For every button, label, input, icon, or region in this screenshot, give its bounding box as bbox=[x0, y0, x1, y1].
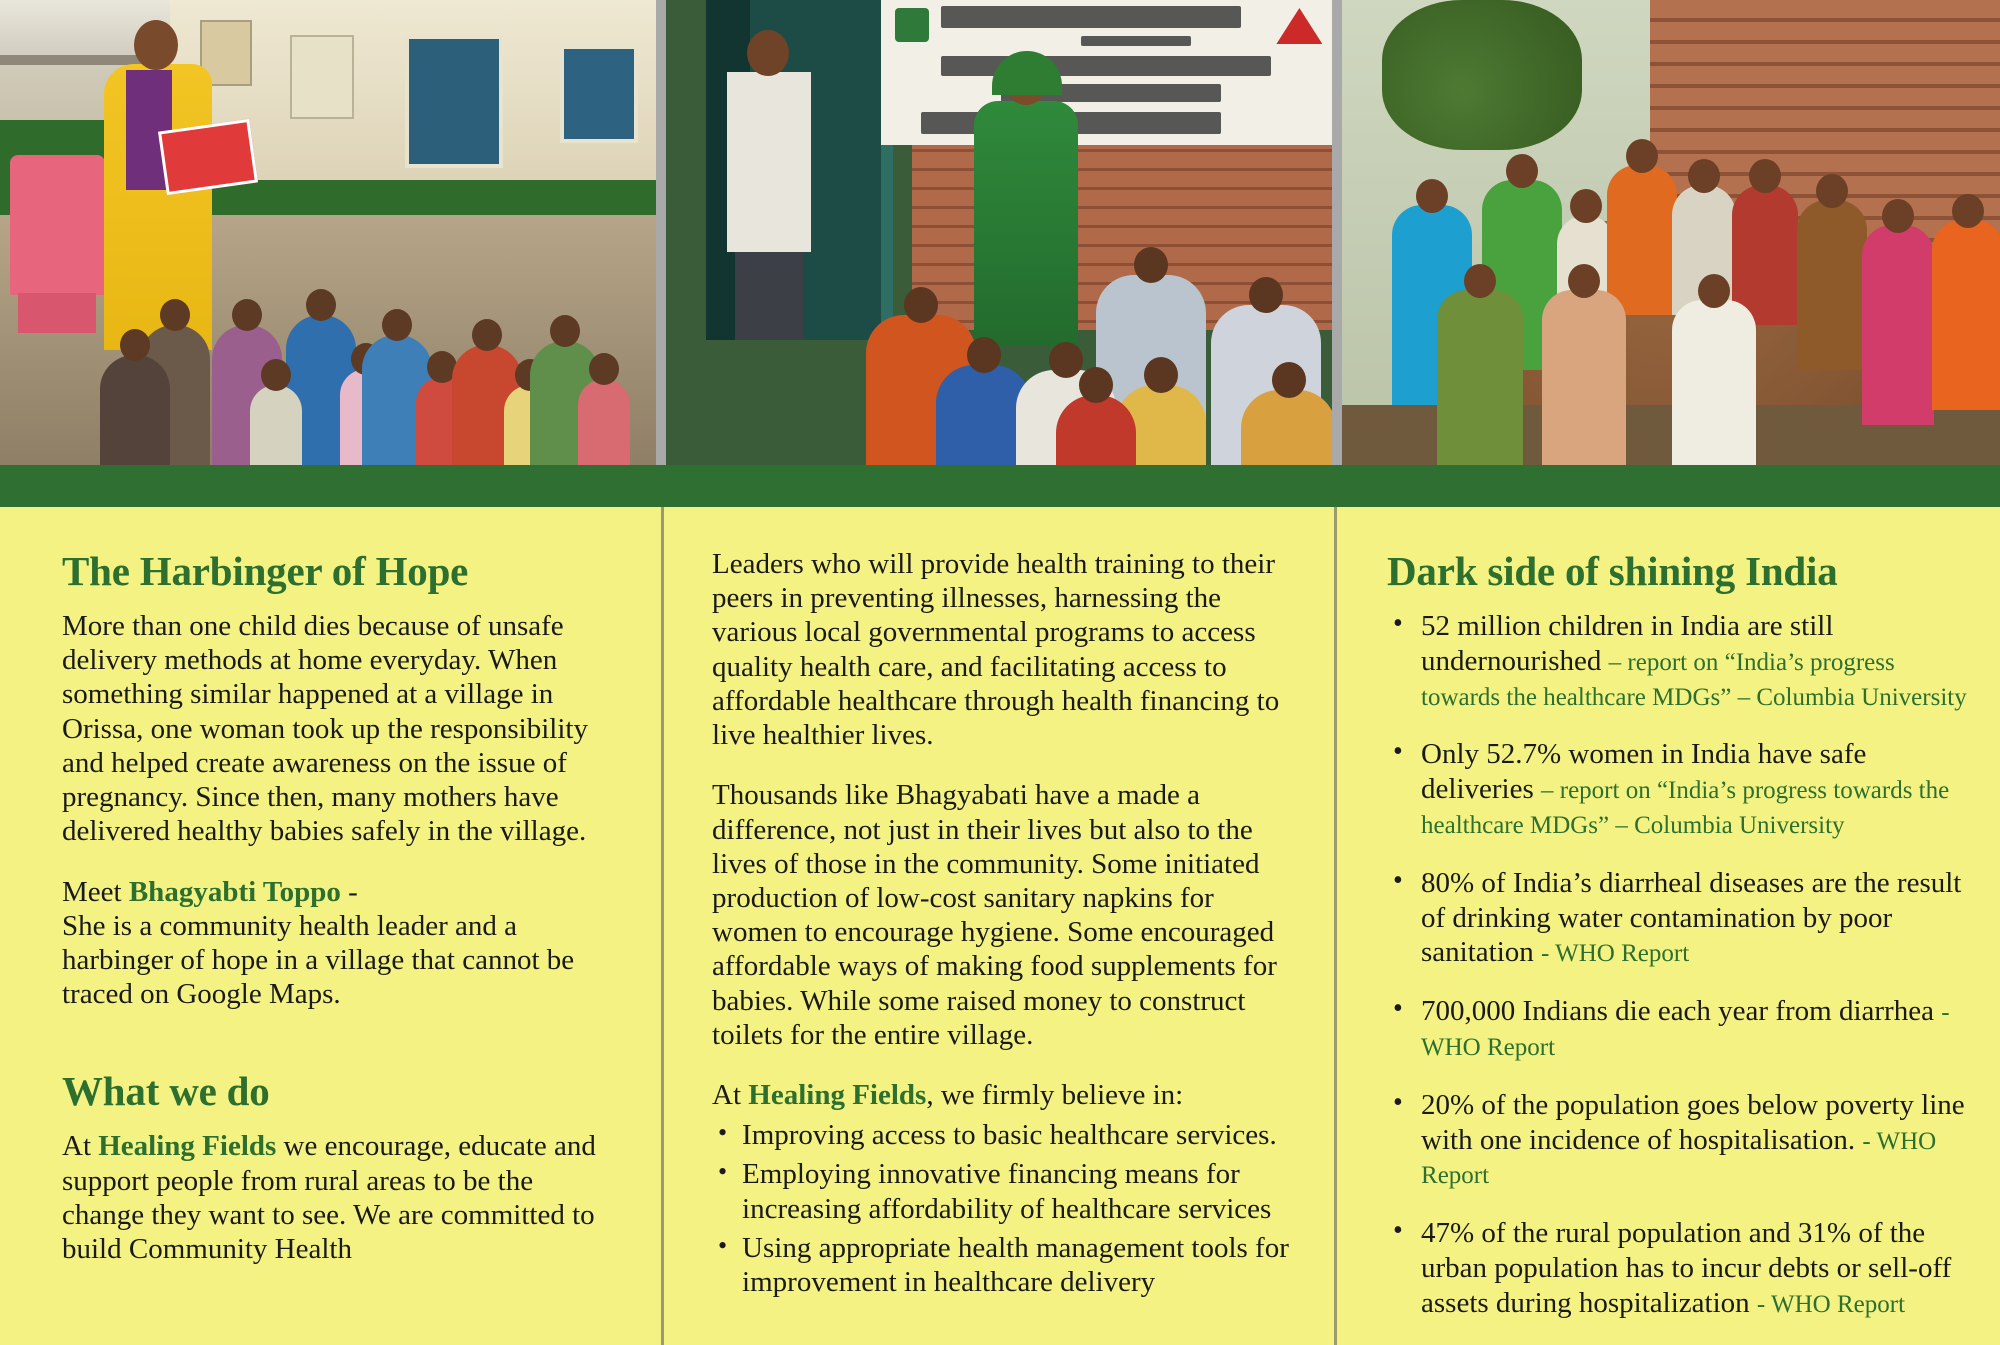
believe-suffix: , we firmly believe in: bbox=[926, 1079, 1184, 1112]
list-item: • Employing innovative financing means for increasing affordability of healthcare services bbox=[712, 1157, 1294, 1227]
photo3-tree bbox=[1382, 0, 1582, 150]
photo2-man-trousers bbox=[735, 248, 803, 340]
photo2-banner-line-2 bbox=[1081, 36, 1191, 46]
photo-training-banner bbox=[666, 0, 1331, 465]
text-columns bbox=[0, 507, 2000, 1345]
section-title-what-we-do: What we do bbox=[62, 1068, 270, 1115]
photo3-girl-pink bbox=[1862, 225, 1934, 425]
photo-gutter-2 bbox=[1332, 0, 1342, 465]
fact-source: - WHO Report bbox=[1541, 940, 1690, 968]
photo2-banner-line-1 bbox=[941, 6, 1241, 28]
believe-prefix: At bbox=[712, 1079, 749, 1112]
brand-name: Healing Fields bbox=[98, 1130, 277, 1163]
fact-text: 80% of India’s diarrheal diseases are the result of drinking water contamination by poor sanitation bbox=[1421, 866, 1962, 969]
photo2-seated-child-gold bbox=[1241, 390, 1331, 465]
photo2-banner-logo-left bbox=[895, 8, 929, 42]
fact-source: - WHO Report bbox=[1421, 999, 1950, 1061]
fact-text: 47% of the rural population and 31% of the urban population has to incur debts or sell-off assets during hospitalization bbox=[1421, 1217, 1952, 1319]
photo-band bbox=[0, 0, 2000, 465]
facts-list bbox=[1387, 609, 1970, 1321]
photo3-child-brown bbox=[1797, 200, 1867, 370]
photo-health-worker-meeting bbox=[0, 0, 656, 465]
photo-children-on-mound bbox=[1342, 0, 2000, 465]
fact-source: - WHO Report bbox=[1421, 1127, 1937, 1190]
paragraph-leaders: Leaders who will provide health training to their peers in preventing illnesses, harnessing the various local governmental programs to access quality health care, and facilitating access to affordable healthcare through health financing to live healthier lives. bbox=[712, 548, 1280, 752]
photo2-seated-child-red bbox=[1056, 395, 1136, 465]
column-three bbox=[1337, 537, 2000, 1345]
photo3-boy-vest bbox=[1542, 290, 1626, 465]
photo3-boy-plaid bbox=[1437, 290, 1523, 465]
paragraph-believe-intro bbox=[712, 1078, 1294, 1112]
photo1-wall-poster bbox=[290, 35, 354, 119]
list-item bbox=[1387, 866, 1970, 970]
photo2-green-woman-veil bbox=[992, 51, 1062, 95]
column-two bbox=[664, 537, 1334, 1345]
meet-description: She is a community health leader and a harbinger of hope in a village that cannot be traced on Google Maps. bbox=[62, 909, 575, 1011]
fact-source: – report on “India’s progress towards the healthcare MDGs” – Columbia University bbox=[1421, 648, 1967, 711]
page-title-harbinger: The Harbinger of Hope bbox=[62, 548, 469, 594]
photo3-boy-white-shirt bbox=[1672, 300, 1756, 465]
photo-gutter-1 bbox=[656, 0, 666, 465]
photo2-banner-logo-right bbox=[1276, 8, 1322, 44]
list-item: • Using appropriate health management tools for improvement in healthcare delivery bbox=[712, 1231, 1294, 1301]
fact-text: 700,000 Indians die each year from diarrhea bbox=[1421, 995, 1942, 1028]
photo2-man-head bbox=[747, 30, 789, 76]
believe-list bbox=[712, 1118, 1294, 1300]
photo1-seated-audience bbox=[100, 250, 656, 465]
what-we-do-prefix: At bbox=[62, 1130, 99, 1163]
fact-text: 52 million children in India are still undernourished bbox=[1421, 610, 1834, 677]
photo2-green-sari bbox=[974, 101, 1078, 345]
person-name: Bhagyabti Toppo bbox=[128, 875, 341, 908]
photo2-standing-man bbox=[721, 30, 816, 340]
list-item bbox=[1387, 609, 1970, 713]
photo2-man-shirt bbox=[727, 72, 811, 252]
list-item bbox=[1387, 1088, 1970, 1192]
photo3-boy-orange bbox=[1607, 165, 1677, 315]
fact-source: – report on “India’s progress towards the healthcare MDGs” – Columbia University bbox=[1421, 777, 1950, 839]
photo1-flipchart bbox=[158, 119, 258, 195]
paragraph-meet bbox=[62, 875, 621, 1012]
brand-name-2: Healing Fields bbox=[748, 1079, 927, 1112]
photo2-green-sari-woman bbox=[966, 55, 1086, 345]
meet-prefix: Meet bbox=[62, 875, 129, 908]
paragraph-intro: More than one child dies because of unsafe delivery methods at home everyday. When something similar happened at a village in Orissa, one woman took up the responsibility and helped create awareness on the issue of pregnancy. Since then, many mothers have delivered healthy babies safely in the village. bbox=[62, 610, 588, 848]
photo2-banner bbox=[881, 0, 1331, 145]
fact-text: Only 52.7% women in India have safe deliveries bbox=[1421, 738, 1867, 806]
list-item: • Improving access to basic healthcare services. bbox=[712, 1118, 1294, 1153]
section-title-dark-side: Dark side of shining India bbox=[1387, 548, 1838, 594]
photo3-girl-orange bbox=[1932, 220, 2000, 410]
fact-source: - WHO Report bbox=[1756, 1290, 1906, 1318]
meet-suffix: - bbox=[340, 875, 358, 908]
list-item bbox=[1387, 1216, 1970, 1320]
photo1-window bbox=[560, 45, 638, 143]
list-item bbox=[1387, 737, 1970, 841]
paragraph-what-we-do bbox=[62, 1129, 621, 1266]
what-we-do-body: we encourage, educate and support people from rural areas to be the change they want to see. We are committed to build Community Health bbox=[62, 1130, 596, 1266]
column-one bbox=[0, 537, 661, 1345]
green-divider-bar bbox=[0, 465, 2000, 507]
paragraph-thousands: Thousands like Bhagyabati have a made a difference, not just in their lives but also to the lives of those in the community. Some initiated production of low-cost sanitary napkins for women to encourage hygiene. Some encouraged affordable ways of making food supplements for babies. While some raised money to construct toilets for the entire village. bbox=[712, 779, 1277, 1051]
photo1-plastic-chair bbox=[10, 155, 105, 295]
list-item bbox=[1387, 994, 1970, 1064]
fact-text: 20% of the population goes below poverty line with one incidence of hospitalisation. bbox=[1421, 1088, 1965, 1156]
photo1-speaker-head bbox=[134, 20, 178, 70]
